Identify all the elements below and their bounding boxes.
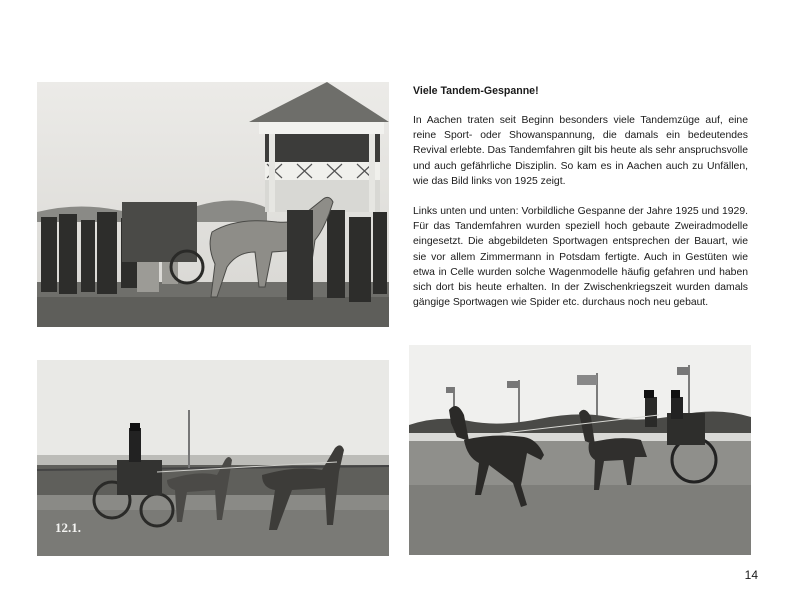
photo-tandem-1925 xyxy=(37,360,389,556)
photo-accident-1925 xyxy=(37,82,389,327)
photo-mark: 12.1. xyxy=(55,520,81,535)
article-heading: Viele Tandem-Gespanne! xyxy=(413,85,539,97)
article-paragraph-1: In Aachen traten seit Beginn besonders viele Tandemzüge auf, eine reine Sport- oder Showanspannung, die damals ein bedeutendes Revival erlebte. Das Tandemfahren gilt bis heute als sehr anspruchsvolle und auch gefährliche Disziplin. So kam es in Aachen auch zu Unfällen, wie das Bild links von 1925 zeigt. xyxy=(413,115,748,187)
page-number: 14 xyxy=(744,568,758,582)
article-text xyxy=(413,84,748,325)
photo-tandem-1929 xyxy=(409,345,751,555)
article-paragraph-2: Links unten und unten: Vorbildliche Gespanne der Jahre 1925 und 1929. Für das Tandemfahren wurden speziell hoch gebaute Zweiradmodelle eingesetzt. Die abgebildeten Sportwagen entsprechen der Bauart, wie sie vor allem Zimmermann in Potsdam fertigte. Auch in Gestüten wie etwa in Celle wurden solche Wagenmodelle häufig gefahren und haben sich dort bis heute erhalten. In der Zwischenkriegszeit wurden damals gängige Sportwagen wie Spider etc. durchaus noch neu gebaut. xyxy=(413,206,748,309)
